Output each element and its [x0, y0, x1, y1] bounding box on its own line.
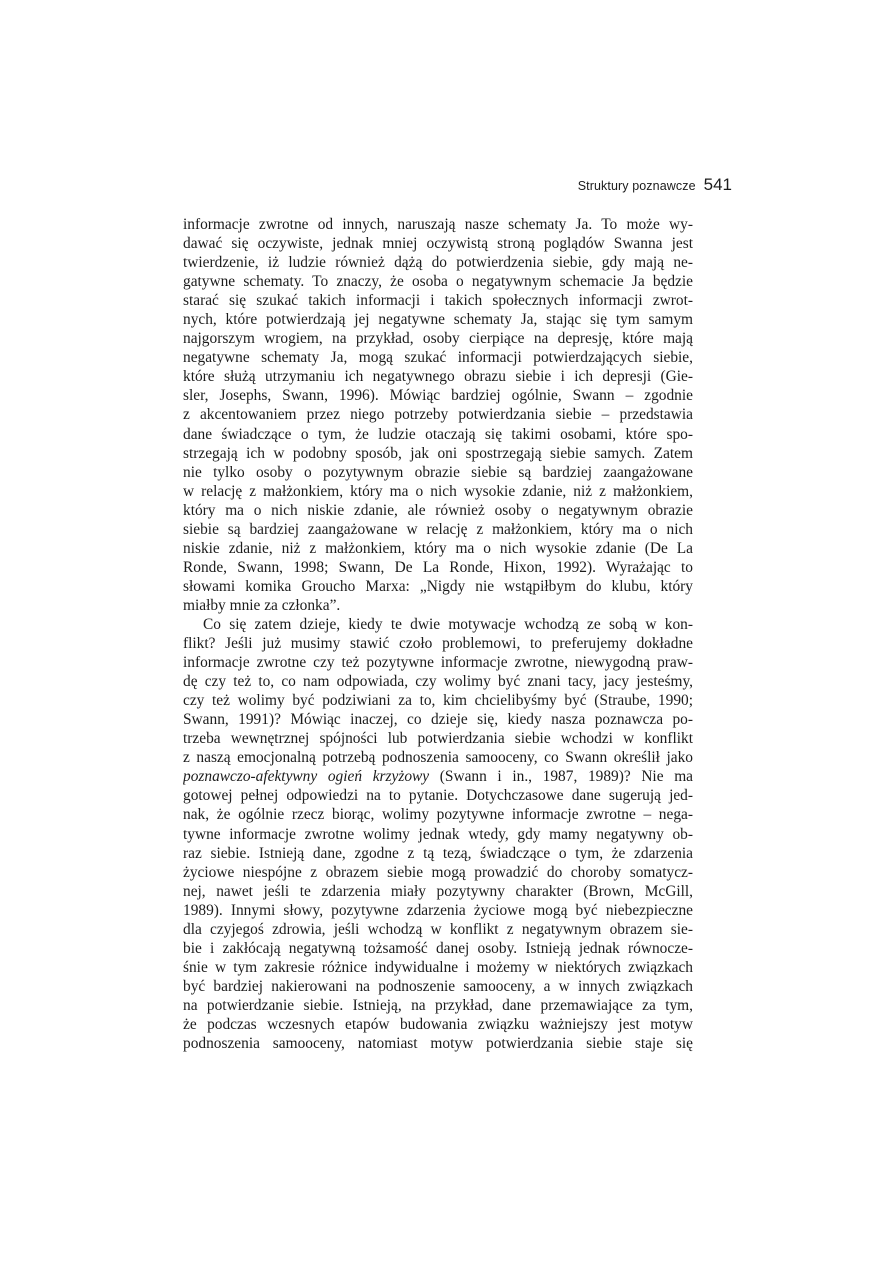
text-line: nych, które potwierdzają jej negatywne schematy Ja, stając się tym samym: [183, 311, 693, 329]
text-line: być bardziej nakierowani na podnoszenie samooceny, a w innych związkach: [183, 977, 693, 995]
text-line: dane świadczące o tym, że ludzie otaczają się takimi osobami, które spo-: [183, 425, 693, 443]
text-line: na potwierdzanie siebie. Istnieją, na przykład, dane przemawiające za tym,: [183, 996, 693, 1014]
text-line: śnie w tym zakresie różnice indywidualne i możemy w niektórych związkach: [183, 958, 693, 976]
text-line: dę czy też to, co nam odpowiada, czy wolimy być znani tacy, jacy jesteśmy,: [183, 673, 693, 691]
text-line: nej, nawet jeśli te zdarzenia miały pozytywny charakter (Brown, McGill,: [183, 882, 693, 900]
text-line: które służą utrzymaniu ich negatywnego obrazu siebie i ich depresji (Gie-: [183, 368, 693, 386]
text-line: gatywne schematy. To znaczy, że osoba o negatywnym schemacie Ja będzie: [183, 273, 693, 291]
running-head-title: Struktury poznawcze: [577, 179, 696, 193]
text-line: niskie zdanie, niż z małżonkiem, który ma o nich wysokie zdanie (De La: [183, 539, 693, 557]
text-line: nie tylko osoby o pozytywnym obrazie siebie są bardziej zaangażowane: [183, 463, 693, 481]
text-line: Ronde, Swann, 1998; Swann, De La Ronde, Hixon, 1992). Wyrażając to: [183, 558, 693, 576]
text-line: trzeba wewnętrznej spójności lub potwierdzania siebie wchodzi w konflikt: [183, 730, 693, 748]
text-line: w relację z małżonkiem, który ma o nich wysokie zdanie, niż z małżonkiem,: [183, 482, 693, 500]
text-line: że podczas wczesnych etapów budowania związku ważniejszy jest motyw: [183, 1015, 693, 1033]
text-line: Co się zatem dzieje, kiedy te dwie motywacje wchodzą ze sobą w kon-: [203, 615, 693, 633]
text-line: dawać się oczywiste, jednak mniej oczywistą stroną poglądów Swanna jest: [183, 235, 693, 253]
text-line: flikt? Jeśli już musimy stawić czoło problemowi, to preferujemy dokładne: [183, 635, 693, 653]
text-line: tywne informacje zwrotne wolimy jednak wtedy, gdy mamy negatywny ob-: [183, 825, 693, 843]
text-line: miałby mnie za członka”.: [183, 596, 341, 614]
text-line: raz siebie. Istnieją dane, zgodne z tą tezą, świadczące o tym, że zdarzenia: [183, 844, 693, 862]
text-line: podnoszenia samooceny, natomiast motyw potwierdzania siebie staje się: [183, 1035, 693, 1053]
text-line: siebie są bardziej zaangażowane w relację z małżonkiem, który ma o nich: [183, 520, 693, 538]
text-line: 1989). Innymi słowy, pozytywne zdarzenia życiowe mogą być niebezpieczne: [183, 901, 693, 919]
text-line: sler, Josephs, Swann, 1996). Mówiąc bardziej ogólnie, Swann – zgodnie: [183, 387, 693, 405]
text-line: dla czyjegoś zdrowia, jeśli wchodzą w konflikt z negatywnym obrazem sie-: [183, 920, 693, 938]
text-line: informacje zwrotne czy też pozytywne informacje zwrotne, niewygodną praw-: [183, 654, 693, 672]
running-head: [500, 175, 732, 195]
text-line: Swann, 1991)? Mówiąc inaczej, co dzieje się, kiedy nasza poznawcza po-: [183, 711, 693, 729]
text-line: starać się szukać takich informacji i takich społecznych informacji zwrot-: [183, 292, 693, 310]
text-line: informacje zwrotne od innych, naruszają nasze schematy Ja. To może wy-: [183, 216, 693, 233]
text-line: najgorszym wrogiem, na przykład, osoby cierpiące na depresję, które mają: [183, 330, 693, 348]
paragraph: [183, 215, 693, 615]
page-number: 541: [703, 175, 732, 194]
text-line: gotowej pełnej odpowiedzi na to pytanie. Dotychczasowe dane sugerują jed-: [183, 787, 693, 805]
text-line: bie i zakłócają negatywną tożsamość danej osoby. Istnieją jednak równocze-: [183, 939, 693, 957]
text-line: nak, że ogólnie rzecz biorąc, wolimy pozytywne informacje zwrotne – nega-: [183, 806, 693, 824]
text-line: twierdzenie, iż ludzie również dążą do potwierdzenia siebie, gdy mają ne-: [183, 254, 693, 272]
text-line: z akcentowaniem przez niego potrzeby potwierdzania siebie – przedstawia: [183, 406, 693, 424]
text-line: strzegają ich w podobny sposób, jak oni spostrzegają siebie samych. Zatem: [183, 444, 693, 462]
text-line: poznawczo-afektywny ogień krzyżowy (Swann i in., 1987, 1989)? Nie ma: [183, 768, 693, 786]
text-line: życiowe niespójne z obrazem siebie mogą prowadzić do choroby somatycz-: [183, 863, 693, 881]
text-line: który ma o nich niskie zdanie, ale również osoby o negatywnym obrazie: [183, 501, 693, 519]
body-text: [183, 215, 693, 1053]
text-line: czy też wolimy być podziwiani za to, kim chcielibyśmy być (Straube, 1990;: [183, 692, 693, 710]
paragraph: [183, 615, 693, 1053]
text-line: z naszą emocjonalną potrzebą podnoszenia samooceny, co Swann określił jako: [183, 749, 693, 767]
text-line: negatywne schematy Ja, mogą szukać informacji potwierdzających siebie,: [183, 349, 693, 367]
text-line: słowami komika Groucho Marxa: „Nigdy nie wstąpiłbym do klubu, który: [183, 577, 693, 595]
italic-term: poznawczo-afektywny ogień krzyżowy: [183, 768, 430, 786]
